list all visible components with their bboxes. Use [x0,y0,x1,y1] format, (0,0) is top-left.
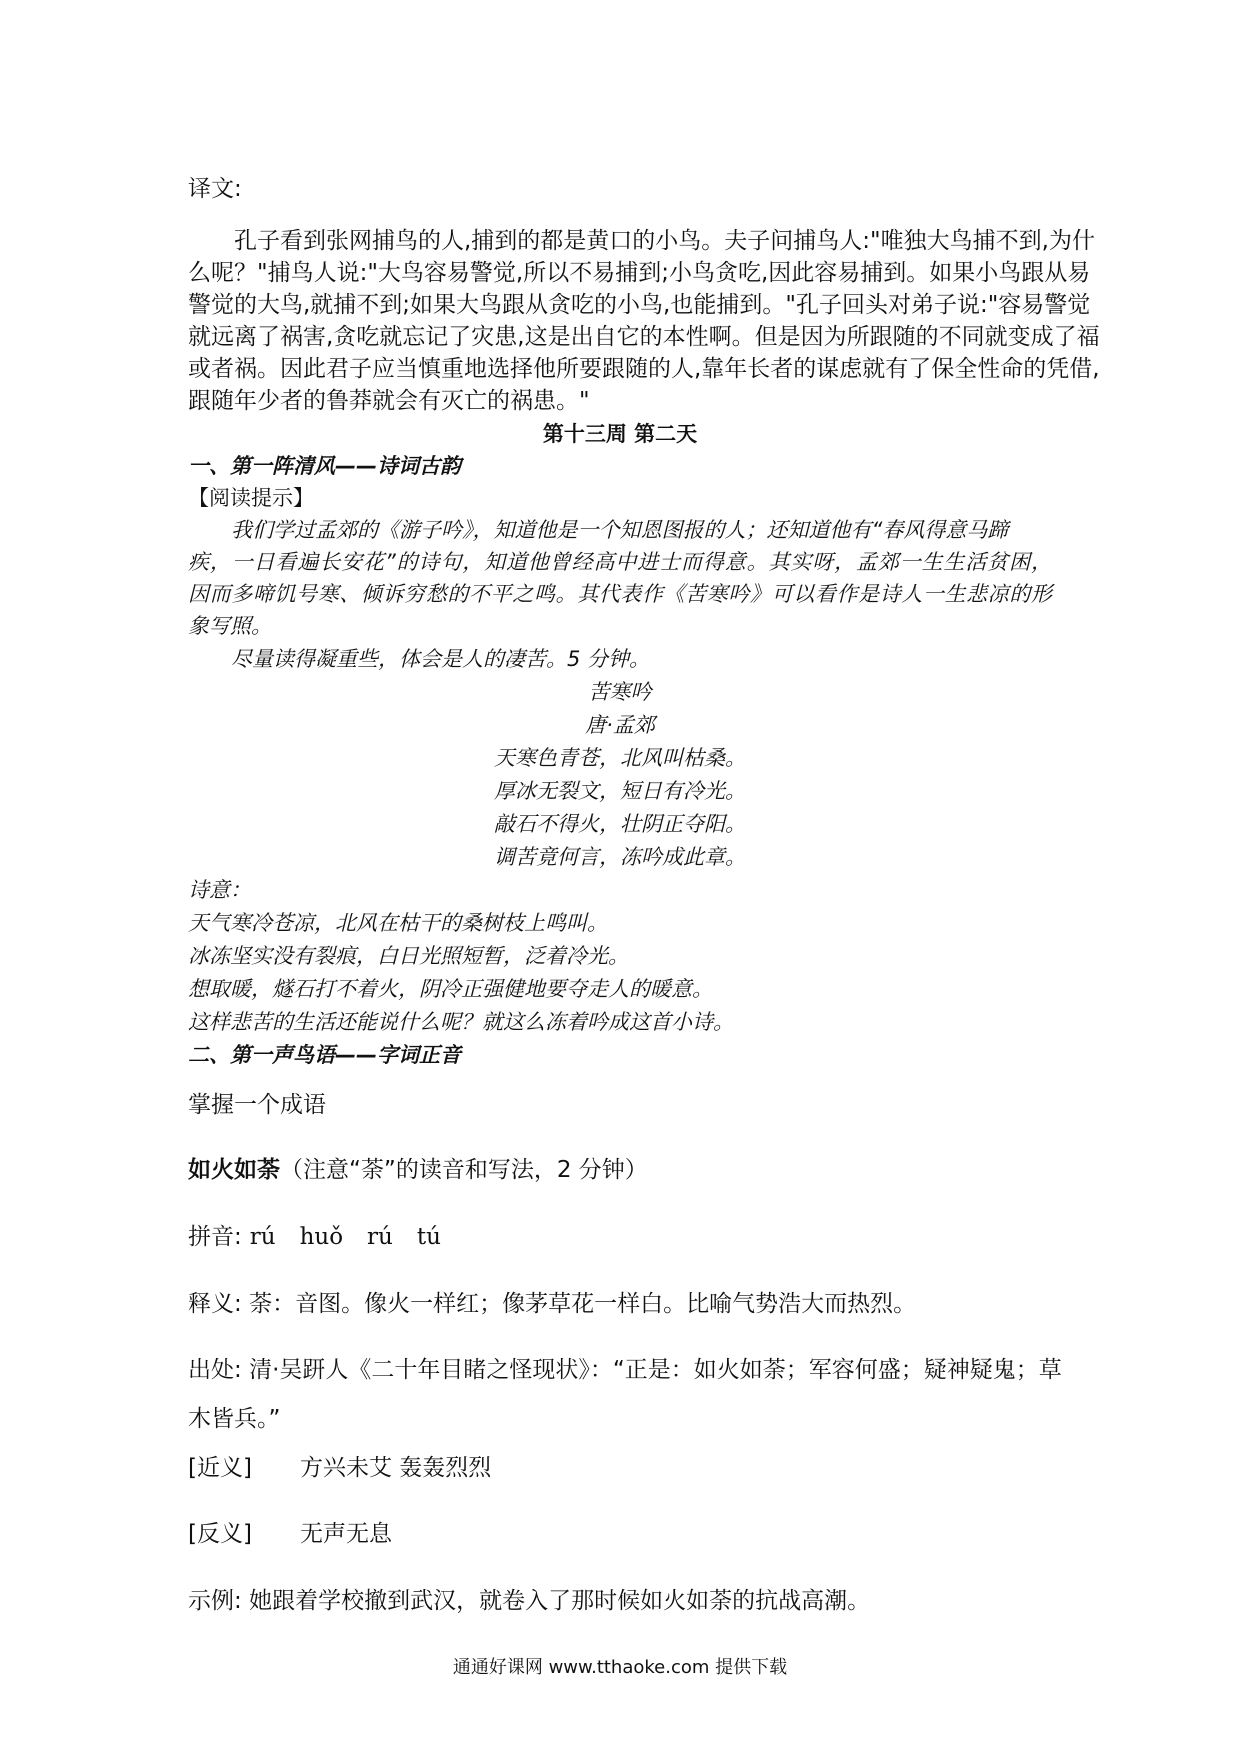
pinyin-row [188,1218,465,1251]
reading-hint-line: 我们学过孟郊的《游子吟》，知道他是一个知恩图报的人；还知道他有“春风得意马蹄 [231,518,1009,542]
definition-text: 荼：音图。像火一样红；像茅草花一样白。比喻气势浩大而热烈。 [249,1291,917,1317]
poem-line: 敲石不得火，壮阴正夺阳。 [494,812,746,836]
section1-title: 一、第一阵清风——诗词古韵 [188,454,461,478]
idiom-heading [188,1151,648,1184]
translation-line: 跟随年少者的鲁莽就会有灭亡的祸患。" [188,388,590,414]
antonym-text: 无声无息 [300,1521,392,1547]
translation-line: 孔子看到张网捕鸟的人,捕到的都是黄口的小鸟。夫子问捕鸟人:"唯独大鸟捕不到,为什 [234,228,1095,254]
poem-author: 唐·孟郊 [585,713,655,737]
example-label: 示例: [188,1588,242,1614]
pinyin-syllable: rú [367,1224,393,1250]
pinyin-label: 拼音: [188,1224,242,1250]
definition-row [188,1285,916,1318]
synonym-label: [近义] [188,1455,252,1481]
example-text: 她跟着学校撤到武汉，就卷入了那时候如火如荼的抗战高潮。 [249,1588,871,1614]
poem-meaning-line: 冰冻坚实没有裂痕，白日光照短暂，泛着冷光。 [188,944,629,968]
source-label: 出处: [188,1357,242,1383]
poem-line: 天寒色青苍，北风叫枯桑。 [494,746,746,770]
reading-hint-label: 【阅读提示】 [188,486,314,510]
poem-meaning-line: 想取暖，燧石打不着火，阴冷正强健地要夺走人的暖意。 [188,977,713,1001]
antonym-row [188,1515,392,1548]
poem-line: 调苦竟何言，冻吟成此章。 [494,845,746,869]
synonym-row [188,1449,491,1482]
source-row [188,1351,1062,1384]
example-row [188,1582,870,1615]
poem-title: 苦寒吟 [588,680,652,704]
pinyin-syllable: rú [249,1224,276,1250]
week-title: 第十三周 第二天 [542,421,698,446]
reading-instruction: 尽量读得凝重些，体会是人的凄苦。5 分钟。 [231,647,651,671]
reading-hint-line: 因而多啼饥号寒、倾诉穷愁的不平之鸣。其代表作《苦寒吟》可以看作是诗人一生悲凉的形 [188,582,1052,606]
poem-meaning-line: 天气寒冷苍凉，北风在枯干的桑树枝上鸣叫。 [188,911,608,935]
reading-hint-line: 象写照。 [188,614,272,638]
translation-line: 么呢？"捕鸟人说:"大鸟容易警觉,所以不易捕到;小鸟贪吃,因此容易捕到。如果小鸟跟从易 [188,260,1091,286]
translation-line: 就远离了祸害,贪吃就忘记了灾患,这是出自它的本性啊。但是因为所跟随的不同就变成了福 [188,324,1100,350]
source-text: 清·吴趼人《二十年目睹之怪现状》：“正是：如火如荼；军容何盛；疑神疑鬼；草 [249,1357,1062,1383]
translation-line: 警觉的大鸟,就捕不到;如果大鸟跟从贪吃的小鸟,也能捕到。"孔子回头对弟子说:"容易警觉 [188,292,1091,318]
antonym-label: [反义] [188,1521,252,1547]
definition-label: 释义: [188,1291,242,1317]
section2-subtitle: 掌握一个成语 [188,1092,326,1118]
translation-line: 或者祸。因此君子应当慎重地选择他所要跟随的人,靠年长者的谋虑就有了保全性命的凭借, [188,356,1100,382]
pinyin-syllable: huǒ [299,1224,344,1250]
poem-line: 厚冰无裂文，短日有冷光。 [494,779,746,803]
pinyin-syllable: tú [416,1224,441,1250]
idiom-note: （注意“荼”的读音和写法，2 分钟） [280,1157,648,1183]
poem-meaning-line: 这样悲苦的生活还能说什么呢？就这么冻着吟成这首小诗。 [188,1010,734,1034]
idiom: 如火如荼 [188,1157,280,1183]
section2-title: 二、第一声鸟语——字词正音 [188,1043,461,1067]
reading-hint-line: 疾，一日看遍长安花”的诗句，知道他曾经高中进士而得意。其实呀，孟郊一生生活贫困， [188,550,1052,574]
source-continuation: 木皆兵。” [188,1406,281,1432]
poem-meaning-label: 诗意： [188,878,251,902]
footer-text: 通通好课网 www.tthaoke.com 提供下载 [452,1657,788,1678]
synonym-text: 方兴未艾 轰轰烈烈 [300,1455,492,1481]
translation-heading: 译文: [188,176,242,202]
